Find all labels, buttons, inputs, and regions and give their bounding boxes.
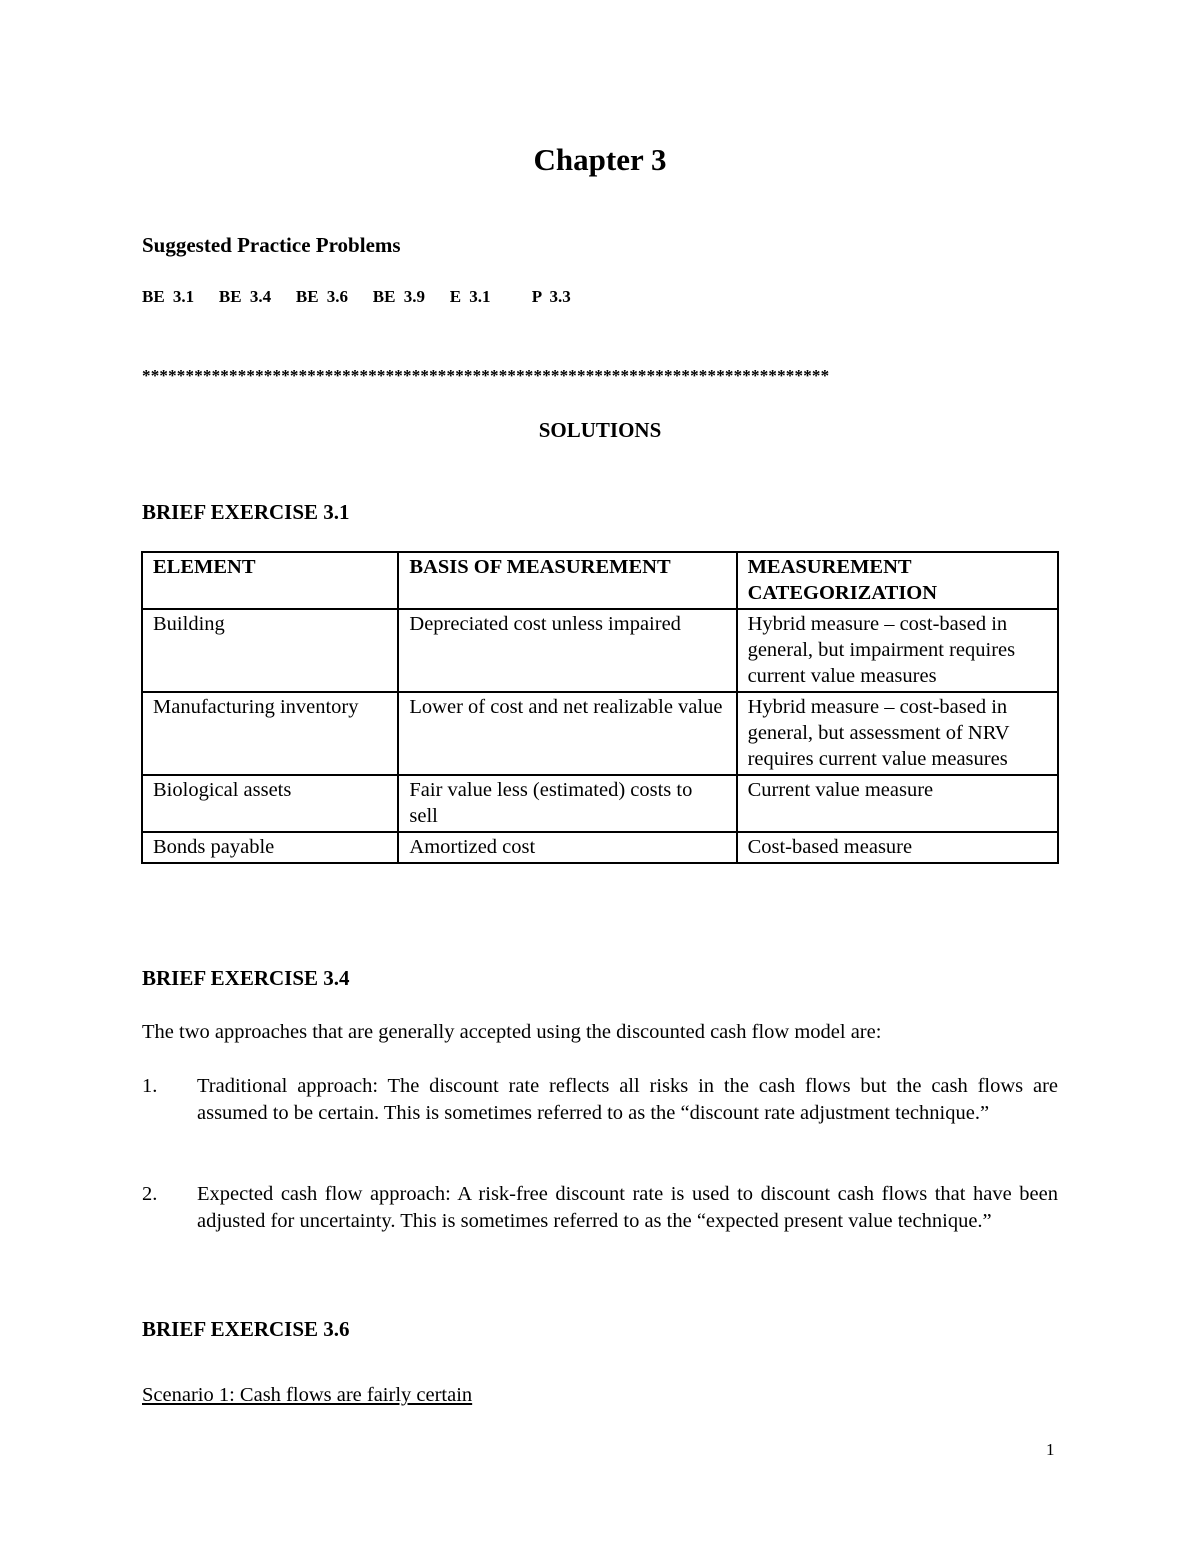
practice-problem-list: BE 3.1 BE 3.4 BE 3.6 BE 3.9 E 3.1 P 3.3 [142,287,571,306]
list-item [142,1181,1058,1263]
table-cell: Building [142,609,398,692]
table-cell: Bonds payable [142,832,398,863]
table-cell: Hybrid measure – cost-based in general, but impairment requires current value measures [737,609,1058,692]
be34-heading: BRIEF EXERCISE 3.4 [142,966,350,990]
header-basis: BASIS OF MEASUREMENT [398,552,736,609]
be31-heading: BRIEF EXERCISE 3.1 [142,500,350,524]
table-header-row [142,552,1058,609]
table-cell: Fair value less (estimated) costs to sell [398,775,736,832]
separator-line: ******************************************************************************* [142,366,830,385]
table-cell: Biological assets [142,775,398,832]
table-cell: Current value measure [737,775,1058,832]
measurement-table [141,551,1059,864]
be34-intro: The two approaches that are generally accepted using the discounted cash flow model are: [142,1021,882,1043]
table-cell: Lower of cost and net realizable value [398,692,736,775]
be36-heading: BRIEF EXERCISE 3.6 [142,1317,350,1341]
list-item-number: 2. [142,1183,158,1205]
table-row [142,609,1058,692]
table-row [142,775,1058,832]
practice-heading: Suggested Practice Problems [142,233,401,257]
table-cell: Depreciated cost unless impaired [398,609,736,692]
header-categorization: MEASUREMENT CATEGORIZATION [737,552,1058,609]
page-number: 1 [1046,1440,1055,1459]
list-item-number: 1. [142,1075,158,1097]
solutions-heading: SOLUTIONS [538,418,662,442]
chapter-title: Chapter 3 [533,142,667,177]
table-row [142,832,1058,863]
header-element: ELEMENT [142,552,398,609]
table-row [142,692,1058,775]
table-cell: Amortized cost [398,832,736,863]
scenario-heading: Scenario 1: Cash flows are fairly certain [142,1384,473,1406]
table-cell: Manufacturing inventory [142,692,398,775]
table-cell: Cost-based measure [737,832,1058,863]
list-item-text: Expected cash flow approach: A risk-free discount rate is used to discount cash flows that have been adjusted for uncertainty. This is sometimes referred to as the “expected present value technique.” [197,1183,1058,1232]
list-item [142,1073,1058,1155]
list-item-text: Traditional approach: The discount rate reflects all risks in the cash flows but the cash flows are assumed to be certain. This is sometimes referred to as the “discount rate adjustment technique.” [197,1075,1058,1124]
table-cell: Hybrid measure – cost-based in general, but assessment of NRV requires current value measures [737,692,1058,775]
